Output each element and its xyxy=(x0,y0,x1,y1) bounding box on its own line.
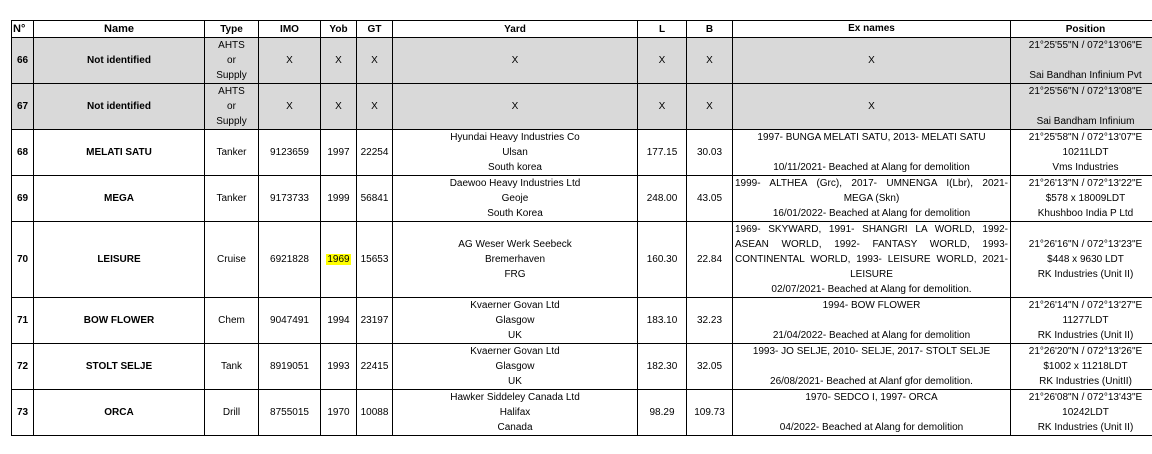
ship-gt: X xyxy=(357,84,393,130)
ship-imo: 9123659 xyxy=(259,130,321,176)
ship-beam: X xyxy=(687,38,733,84)
ship-beam: 32.05 xyxy=(687,344,733,390)
ship-position: 21°25'55"N / 072°13'06"E Sai Bandhan Infinium Pvt xyxy=(1011,38,1152,84)
table-row xyxy=(12,84,1152,130)
header-ex-names: Ex names xyxy=(733,21,1011,38)
ship-position: 21°26'08"N / 072°13'43"E 10242LDT RK Industries (Unit II) xyxy=(1011,390,1152,436)
row-number: 72 xyxy=(12,344,34,390)
row-number: 73 xyxy=(12,390,34,436)
ship-position: 21°25'56"N / 072°13'08"E Sai Bandham Infinium xyxy=(1011,84,1152,130)
ship-type: Tank xyxy=(205,344,259,390)
ship-position: 21°26'20"N / 072°13'26"E $1002 x 11218LDT RK Industries (UnitII) xyxy=(1011,344,1152,390)
ship-ex-names: X xyxy=(733,38,1011,84)
row-number: 67 xyxy=(12,84,34,130)
ship-type: AHTS or Supply xyxy=(205,84,259,130)
ship-name: Not identified xyxy=(34,84,205,130)
ship-length: X xyxy=(638,38,687,84)
table-row xyxy=(12,390,1152,436)
ship-imo: 9047491 xyxy=(259,298,321,344)
ship-length: X xyxy=(638,84,687,130)
ship-length: 98.29 xyxy=(638,390,687,436)
header-imo: IMO xyxy=(259,21,321,38)
ship-length: 177.15 xyxy=(638,130,687,176)
ship-name: MELATI SATU xyxy=(34,130,205,176)
ship-yard: Hawker Siddeley Canada Ltd Halifax Canada xyxy=(393,390,638,436)
table-row xyxy=(12,298,1152,344)
ship-gt: 22415 xyxy=(357,344,393,390)
ship-position: 21°26'14"N / 072°13'27"E 11277LDT RK Industries (Unit II) xyxy=(1011,298,1152,344)
ship-yard: Kvaerner Govan Ltd Glasgow UK xyxy=(393,298,638,344)
row-number: 71 xyxy=(12,298,34,344)
ship-imo: 8755015 xyxy=(259,390,321,436)
header-yob: Yob xyxy=(321,21,357,38)
table-row xyxy=(12,130,1152,176)
ship-yard: X xyxy=(393,84,638,130)
ship-yob: 1999 xyxy=(321,176,357,222)
ship-yard: Daewoo Heavy Industries Ltd Geoje South Korea xyxy=(393,176,638,222)
ship-yob: 1994 xyxy=(321,298,357,344)
ship-yob: X xyxy=(321,84,357,130)
header-row xyxy=(12,21,1152,38)
ship-yob: 1997 xyxy=(321,130,357,176)
yob-highlight: 1969 xyxy=(327,254,350,265)
header-yard: Yard xyxy=(393,21,638,38)
header-type: Type xyxy=(205,21,259,38)
ship-length: 248.00 xyxy=(638,176,687,222)
ship-length: 160.30 xyxy=(638,222,687,298)
row-number: 69 xyxy=(12,176,34,222)
table-row xyxy=(12,344,1152,390)
ship-imo: 9173733 xyxy=(259,176,321,222)
ship-type: AHTS or Supply xyxy=(205,38,259,84)
ship-position: 21°25'58"N / 072°13'07"E 10211LDT Vms Industries xyxy=(1011,130,1152,176)
table-row xyxy=(12,176,1152,222)
ship-imo: X xyxy=(259,38,321,84)
ship-yob: 1993 xyxy=(321,344,357,390)
table-row xyxy=(12,222,1152,298)
ship-gt: 56841 xyxy=(357,176,393,222)
ship-yard: Hyundai Heavy Industries Co Ulsan South korea xyxy=(393,130,638,176)
ship-type: Chem xyxy=(205,298,259,344)
ship-position: 21°26'16"N / 072°13'23"E $448 x 9630 LDT RK Industries (Unit II) xyxy=(1011,222,1152,298)
ship-position: 21°26'13"N / 072°13'22"E $578 x 18009LDT Khushboo India P Ltd xyxy=(1011,176,1152,222)
ship-type: Tanker xyxy=(205,176,259,222)
ship-ex-names: 1970- SEDCO I, 1997- ORCA 04/2022- Beached at Alang for demolition xyxy=(733,390,1011,436)
ship-beam: 32.23 xyxy=(687,298,733,344)
ship-beam: 30.03 xyxy=(687,130,733,176)
ship-yard: AG Weser Werk Seebeck Bremerhaven FRG xyxy=(393,222,638,298)
row-number: 70 xyxy=(12,222,34,298)
table-row xyxy=(12,38,1152,84)
ship-ex-names: 1999- ALTHEA (Grc), 2017- UMNENGA I(Lbr), 2021- MEGA (Skn) 16/01/2022- Beached at Alang for demolition xyxy=(733,176,1011,222)
ship-name: LEISURE xyxy=(34,222,205,298)
ship-length: 182.30 xyxy=(638,344,687,390)
ship-demolition-table xyxy=(11,20,1152,436)
ship-ex-names: 1969- SKYWARD, 1991- SHANGRI LA WORLD, 1992- ASEAN WORLD, 1992- FANTASY WORLD, 1993- CONTINENTAL WORLD, 1993- LEISURE WORLD, 2021- LEISURE 02/07/2021- Beached at Alang for demolition. xyxy=(733,222,1011,298)
ship-yard: Kvaerner Govan Ltd Glasgow UK xyxy=(393,344,638,390)
ship-type: Cruise xyxy=(205,222,259,298)
ship-name: BOW FLOWER xyxy=(34,298,205,344)
ship-gt: 23197 xyxy=(357,298,393,344)
ship-imo: 8919051 xyxy=(259,344,321,390)
ship-name: MEGA xyxy=(34,176,205,222)
ship-yard: X xyxy=(393,38,638,84)
ship-gt: 22254 xyxy=(357,130,393,176)
ship-name: Not identified xyxy=(34,38,205,84)
ship-ex-names: 1993- JO SELJE, 2010- SELJE, 2017- STOLT SELJE 26/08/2021- Beached at Alanf gfor demolition. xyxy=(733,344,1011,390)
ship-yob xyxy=(321,222,357,298)
header-position: Position xyxy=(1011,21,1152,38)
ship-imo: 6921828 xyxy=(259,222,321,298)
ship-name: STOLT SELJE xyxy=(34,344,205,390)
header-l: L xyxy=(638,21,687,38)
ship-beam: 22.84 xyxy=(687,222,733,298)
ship-beam: 43.05 xyxy=(687,176,733,222)
ship-type: Tanker xyxy=(205,130,259,176)
ship-ex-names: X xyxy=(733,84,1011,130)
header-gt: GT xyxy=(357,21,393,38)
ship-ex-names: 1994- BOW FLOWER 21/04/2022- Beached at Alang for demolition xyxy=(733,298,1011,344)
ship-type: Drill xyxy=(205,390,259,436)
ship-beam: X xyxy=(687,84,733,130)
ship-length: 183.10 xyxy=(638,298,687,344)
ship-beam: 109.73 xyxy=(687,390,733,436)
ship-imo: X xyxy=(259,84,321,130)
header-no: N° xyxy=(12,21,34,38)
header-b: B xyxy=(687,21,733,38)
ship-gt: 15653 xyxy=(357,222,393,298)
ship-yob: X xyxy=(321,38,357,84)
ship-ex-names: 1997- BUNGA MELATI SATU, 2013- MELATI SATU 10/11/2021- Beached at Alang for demolition xyxy=(733,130,1011,176)
row-number: 66 xyxy=(12,38,34,84)
ship-name: ORCA xyxy=(34,390,205,436)
row-number: 68 xyxy=(12,130,34,176)
ship-gt: X xyxy=(357,38,393,84)
header-name: Name xyxy=(34,21,205,38)
ship-gt: 10088 xyxy=(357,390,393,436)
ship-yob: 1970 xyxy=(321,390,357,436)
